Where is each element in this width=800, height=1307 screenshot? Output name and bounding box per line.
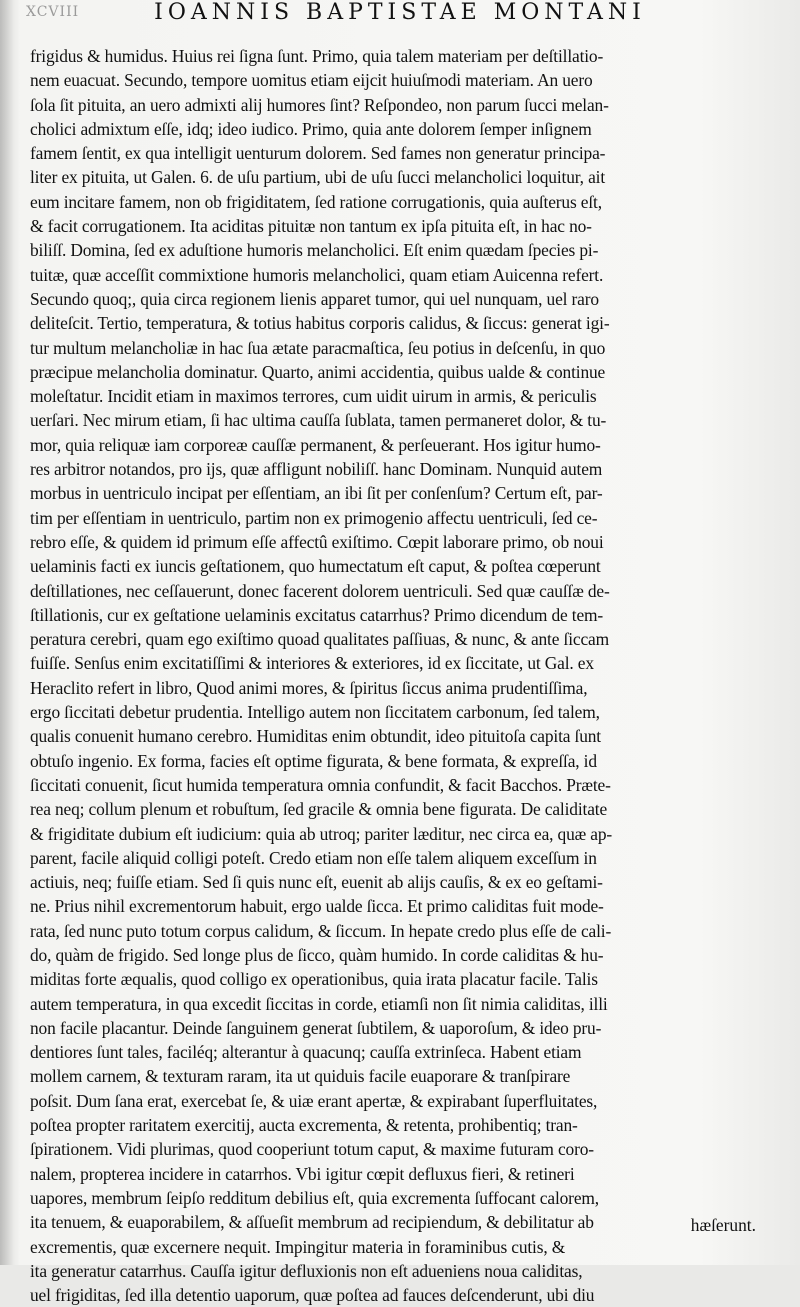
text-line: præcipue melancholia dominatur. Quarto, animi accidentia, quibus ualde & continue: [30, 361, 606, 382]
text-line: miditas forte æqualis, quod colligo ex operationibus, quia irata placatur facile. Talis: [30, 969, 598, 990]
text-line: autem temperatura, in qua excedit ſiccitas in corde, etiamſi non ſit nimia caliditas, illi: [30, 993, 608, 1014]
text-line: rea neq; collum plenum et robuſtum, ſed gracile & omnia bene figurata. De caliditate: [30, 799, 608, 820]
text-line: cholici admixtum eſſe, idq; ideo iudico. Primo, quia ante dolorem ſemper inſignem: [30, 118, 592, 139]
text-line: dentiores ſunt tales, faciléq; alterantur à quacunq; cauſſa extrinſeca. Habent etiam: [30, 1042, 582, 1063]
text-line: mollem carnem, & texturam raram, ita ut quiduis facile euaporare & tranſpirare: [30, 1066, 571, 1087]
text-line: non facile placantur. Deinde ſanguinem generat ſubtilem, & uaporoſum, & ideo pru-: [30, 1017, 602, 1038]
text-line: uapores, membrum ſeipſo redditum debilius eſt, quia excrementa ſuffocant calorem,: [30, 1187, 599, 1208]
text-line: frigidus & humidus. Huius rei ſigna ſunt. Primo, quia talem materiam per deſtillatio-: [30, 46, 604, 66]
text-line: morbus in uentriculo incipat per eſſentiam, an ibi ſit per conſenſum? Certum eſt, par-: [30, 483, 603, 504]
running-head: IOANNIS BAPTISTAE MONTANI: [154, 0, 646, 25]
text-line: & frigiditate dubium eſt iudicium: quia ab utroq; pariter læditur, nec circa ea, quæ ap-: [30, 823, 613, 844]
text-line: liter ex pituita, ut Galen. 6. de uſu partium, ubi de uſu ſucci melancholici loquitur, ait: [30, 167, 606, 188]
text-line: eum incitare famem, non ob frigiditatem, ſed ratione corrugationis, quia auſterus eſt,: [30, 191, 602, 212]
text-line: poſsit. Dum ſana erat, exercebat ſe, & uiæ erant apertæ, & expirabant ſuperfluitates,: [30, 1090, 598, 1111]
text-line: fuiſſe. Senſus enim excitatiſſimi & interiores & exteriores, id ex ſiccitate, ut Gal. ex: [30, 653, 594, 674]
text-line: ergo ſiccitati debetur prudentia. Intelligo autem non ſiccitatem carbonum, ſed talem,: [30, 702, 600, 723]
text-line: mor, quia reliquæ iam corporeæ cauſſæ permanent, & perſeuerant. Hos igitur humo-: [30, 434, 601, 455]
text-line: peratura cerebri, quam ego exiſtimo quoad qualitates paſſiuas, & nunc, & ante ſiccam: [30, 629, 609, 650]
text-line: rata, ſed nunc puto totum corpus calidum, & ſiccum. In hepate credo plus eſſe de cali-: [30, 920, 612, 941]
text-line: nem euacuat. Secundo, tempore uomitus etiam eijcit huiuſmodi materiam. An uero: [30, 70, 593, 91]
text-line: uelaminis facti ex iuncis geſtationem, quo humectatum eſt caput, & poſtea cœperunt: [30, 556, 601, 577]
text-line: uerſari. Nec mirum etiam, ſi hac ultima cauſſa ſublata, tamen permaneret dolor, & tu-: [30, 410, 607, 431]
text-line: biliſſ. Domina, ſed ex aduſtione humoris melancholici. Eſt enim quædam ſpecies pi-: [30, 240, 599, 261]
text-line: ſola ſit pituita, an uero admixti alij humores ſint? Reſpondeo, non parum ſucci melan-: [30, 94, 609, 115]
text-line: Secundo quoq;, quia circa regionem lienis apparet tumor, qui uel nunquam, uel raro: [30, 288, 599, 309]
text-line: res arbitror notandos, pro ijs, quæ affligunt nobiliſſ. hanc Dominam. Nunquid autem: [30, 459, 603, 480]
text-line: actiuis, neq; fuiſſe etiam. Sed ſi quis nunc eſt, euenit ab alijs cauſis, & ex eo geſtami-: [30, 872, 603, 893]
folio-number: XCVIII: [26, 4, 80, 20]
text-line: uel frigiditas, ſed illa detentio uaporum, quæ poſtea ad fauces deſcenderunt, ubi diu: [30, 1285, 595, 1306]
text-line: tur multum melancholiæ in hac ſua ætate paracmaſtica, ſeu potius in deſcenſu, in quo: [30, 337, 606, 358]
text-line: famem ſentit, ex qua intelligit uenturum dolorem. Sed fames non generatur principa-: [30, 143, 606, 164]
body-text: [30, 44, 772, 1307]
text-line: qualis conuenit humano cerebro. Humiditas enim obtundit, ideo pituitoſa capita ſunt: [30, 726, 601, 747]
binding-shadow: [0, 0, 14, 1265]
text-line: & facit corrugationem. Ita aciditas pituitæ non tantum ex ipſa pituita eſt, in hac no-: [30, 216, 592, 237]
text-line: Heraclito refert in libro, Quod animi mores, & ſpiritus ſiccus anima prudentiſſima,: [30, 677, 588, 698]
text-line: parent, facile aliquid colligi poteſt. Credo etiam non eſſe talem aliquem exceſſum in: [30, 847, 597, 868]
text-line: nalem, propterea incidere in catarrhos. Vbi igitur cœpit defluxus fieri, & retineri: [30, 1163, 575, 1184]
text-line: excrementis, quæ excernere nequit. Impingitur materia in foraminibus cutis, &: [30, 1236, 566, 1257]
text-line: ſiccitati conuenit, ſicut humida temperatura omnia confundit, & facit Bacchos. Præte-: [30, 774, 611, 795]
text-line: do, quàm de frigido. Sed longe plus de ſicco, quàm humido. In corde caliditas & hu-: [30, 944, 604, 965]
text-line: deliteſcit. Tertio, temperatura, & totius habitus corporis calidus, & ſiccus: generat igi-: [30, 313, 610, 334]
text-line: ſpirationem. Vidi plurimas, quod cooperiunt totum caput, & maxime futuram coro-: [30, 1139, 594, 1160]
catchword: hæſerunt.: [690, 1215, 756, 1235]
text-line: obtuſo ingenio. Ex forma, facies eſt optime figurata, & bene formata, & expreſſa, id: [30, 750, 597, 771]
text-line: tuitæ, quæ acceſſit commixtione humoris melancholici, quam etiam Auicenna refert.: [30, 264, 604, 285]
text-line: ita generatur catarrhus. Cauſſa igitur defluxionis non eſt adueniens noua caliditas,: [30, 1260, 583, 1281]
text-line: ne. Prius nihil excrementorum habuit, ergo ualde ſicca. Et primo caliditas fuit mode-: [30, 896, 604, 917]
text-line: ſtillationis, cur ex geſtatione uelaminis excitatus catarrhus? Primo dicendum de tem-: [30, 604, 604, 625]
text-line: ita tenuem, & euaporabilem, & aſſueſit membrum ad recipiendum, & debilitatur ab: [30, 1212, 594, 1233]
text-line: deſtillationes, nec ceſſauerunt, donec facerent dolorem uentriculi. Sed quæ cauſſæ de-: [30, 580, 610, 601]
text-line: moleſtatur. Incidit etiam in maximos terrores, cum uidit uirum in armis, & periculis: [30, 386, 597, 407]
text-line: poſtea propter raritatem exercitij, aucta excrementa, & retenta, prohibentiq; tran-: [30, 1115, 578, 1136]
text-line: tim per eſſentiam in uentriculo, partim non ex primogenio affectu uentriculi, ſed ce-: [30, 507, 598, 528]
text-line: rebro eſſe, & quidem id primum eſſe affectû exiſtimo. Cœpit laborare primo, ob noui: [30, 531, 604, 552]
